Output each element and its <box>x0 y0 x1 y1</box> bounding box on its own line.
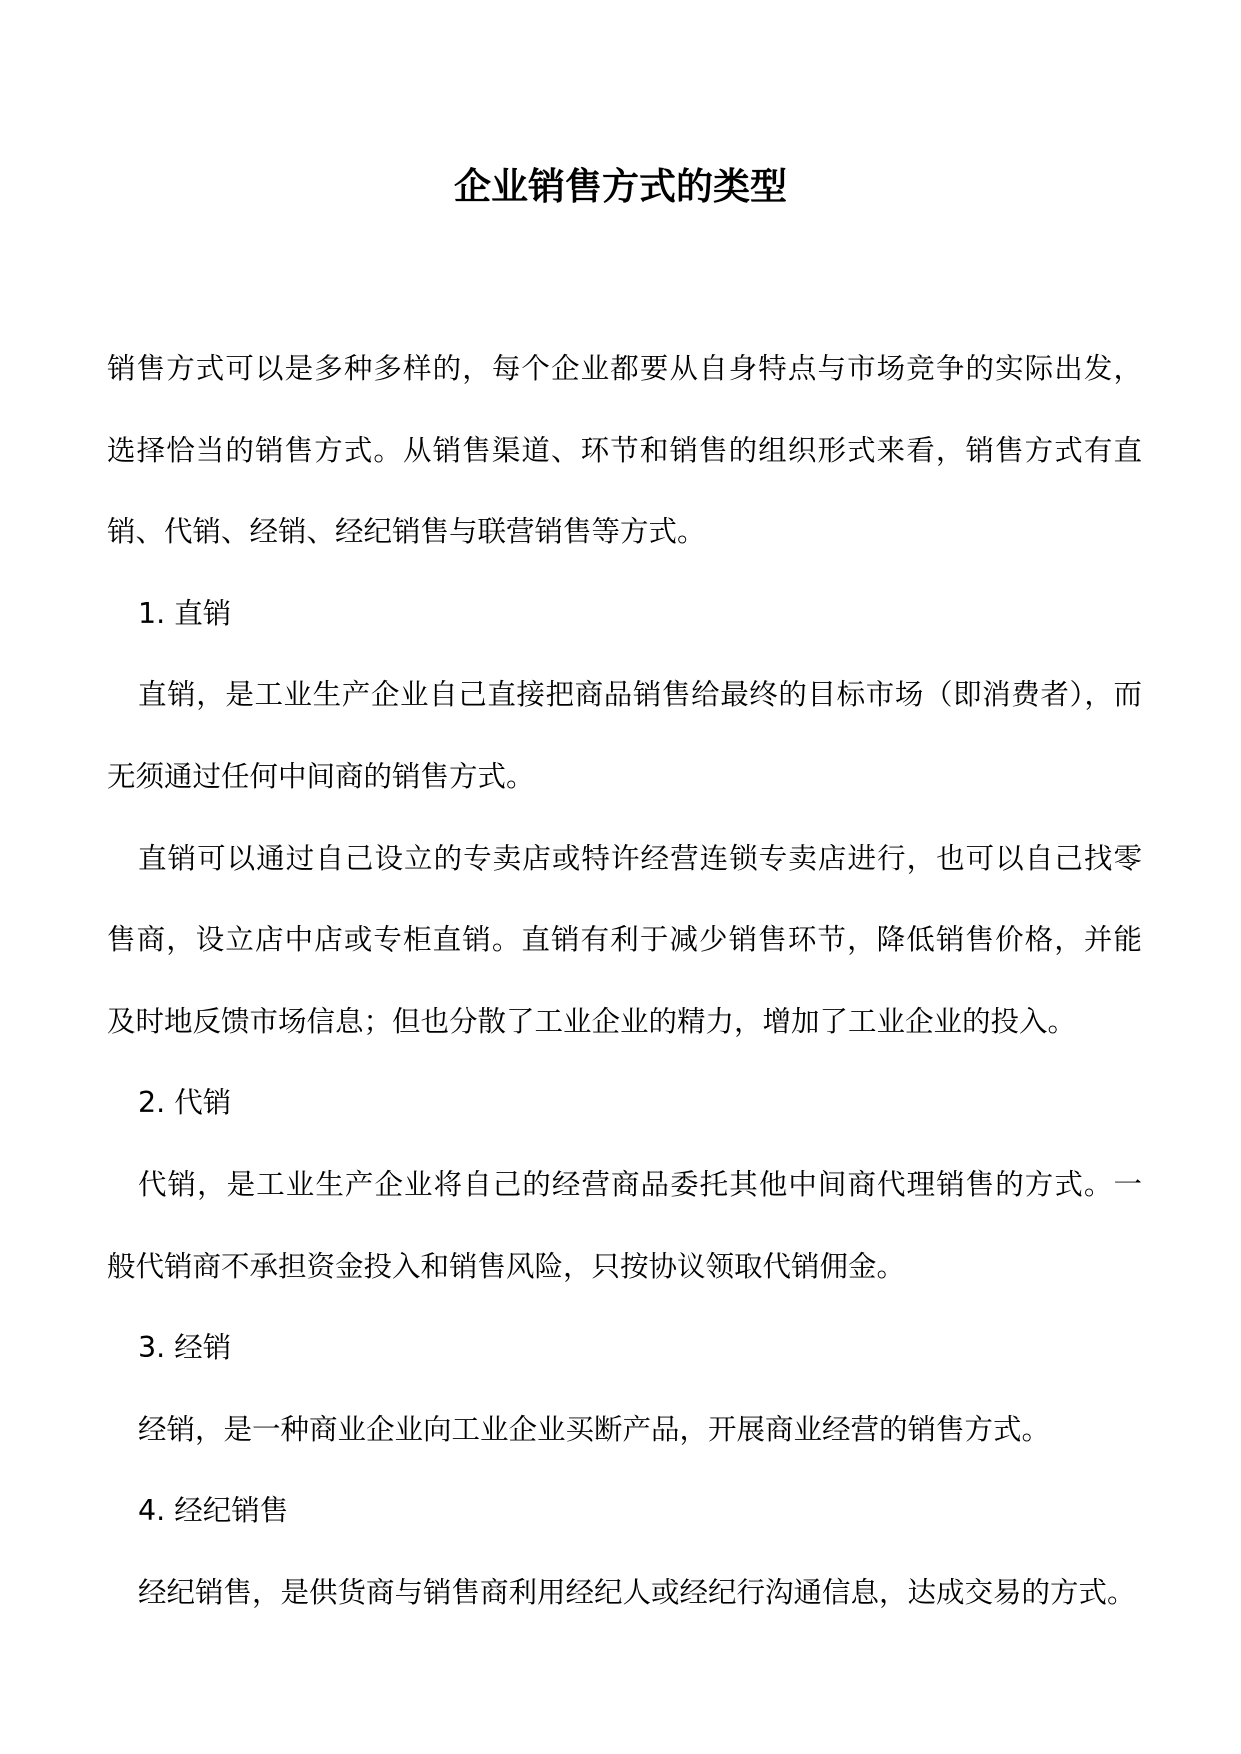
paragraph-line: 直销可以通过自己设立的专卖店或特许经营连锁专卖店进行，也可以自己找零 <box>138 841 1142 875</box>
paragraph-line: 及时地反馈市场信息；但也分散了工业企业的精力，增加了工业企业的投入。 <box>107 1004 1077 1038</box>
paragraph-line: 销售方式可以是多种多样的，每个企业都要从自身特点与市场竞争的实际出发， <box>107 352 1142 385</box>
section-heading: 2. 代销 <box>138 1086 232 1120</box>
section-heading: 3. 经销 <box>138 1331 232 1365</box>
paragraph-line: 般代销商不承担资金投入和销售风险，只按协议领取代销佣金。 <box>107 1249 906 1283</box>
paragraph <box>107 818 1142 1063</box>
paragraph-line: 销、代销、经销、经纪销售与联营销售等方式。 <box>107 515 706 549</box>
section-heading: 1. 直销 <box>138 596 232 630</box>
paragraph-line: 直销，是工业生产企业自己直接把商品销售给最终的目标市场（即消费者），而 <box>138 678 1142 712</box>
section-consignment-sales <box>107 1062 1142 1307</box>
paragraph-line: 选择恰当的销售方式。从销售渠道、环节和销售的组织形式来看，销售方式有直 <box>107 433 1142 467</box>
paragraph <box>107 1144 1142 1307</box>
section-distribution-sales <box>107 1307 1142 1470</box>
paragraph-line: 无须通过任何中间商的销售方式。 <box>107 759 535 793</box>
paragraph-line: 经纪销售，是供货商与销售商利用经纪人或经纪行沟通信息，达成交易的方式。 <box>138 1575 1136 1609</box>
section-direct-sales <box>107 573 1142 1063</box>
document-body <box>107 328 1142 1634</box>
paragraph <box>107 1552 1142 1634</box>
section-heading: 4. 经纪销售 <box>138 1494 289 1528</box>
paragraph <box>107 1389 1142 1471</box>
paragraph-line: 经销，是一种商业企业向工业企业买断产品，开展商业经营的销售方式。 <box>138 1412 1051 1446</box>
paragraph-line: 代销，是工业生产企业将自己的经营商品委托其他中间商代理销售的方式。一 <box>138 1167 1142 1201</box>
paragraph <box>107 654 1142 817</box>
document-title: 企业销售方式的类型 <box>454 164 787 208</box>
paragraph-line: 售商，设立店中店或专柜直销。直销有利于减少销售环节，降低销售价格，并能 <box>107 923 1142 957</box>
intro-paragraph <box>107 328 1142 573</box>
section-brokerage-sales <box>107 1470 1142 1633</box>
